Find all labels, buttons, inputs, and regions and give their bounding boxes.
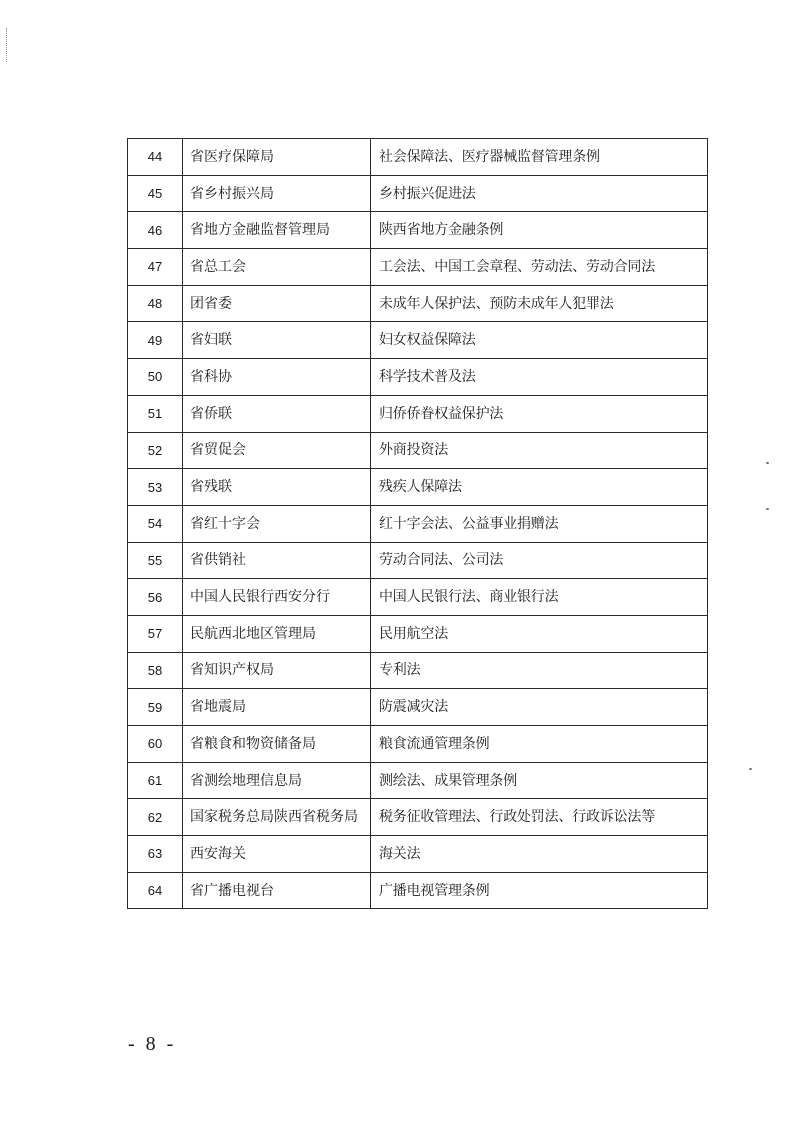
table-row [128,872,708,909]
law-list: 测绘法、成果管理条例 [371,762,708,799]
row-number: 56 [128,579,183,616]
table-row [128,799,708,836]
scan-speck [766,508,769,510]
table-row [128,615,708,652]
law-list: 红十字会法、公益事业捐赠法 [371,505,708,542]
row-number: 55 [128,542,183,579]
table-row [128,322,708,359]
table-body [128,139,708,909]
row-number: 44 [128,139,183,176]
department-name: 省供销社 [183,542,371,579]
department-name: 团省委 [183,285,371,322]
row-number: 63 [128,836,183,873]
table-row [128,689,708,726]
department-name: 西安海关 [183,836,371,873]
table-row [128,212,708,249]
row-number: 60 [128,726,183,763]
law-list: 乡村振兴促进法 [371,175,708,212]
row-number: 50 [128,359,183,396]
row-number: 49 [128,322,183,359]
department-name: 省贸促会 [183,432,371,469]
law-list: 中国人民银行法、商业银行法 [371,579,708,616]
law-list: 妇女权益保障法 [371,322,708,359]
department-name: 省地方金融监督管理局 [183,212,371,249]
row-number: 48 [128,285,183,322]
department-name: 省妇联 [183,322,371,359]
table-row [128,836,708,873]
row-number: 59 [128,689,183,726]
department-name: 省科协 [183,359,371,396]
row-number: 61 [128,762,183,799]
department-name: 省知识产权局 [183,652,371,689]
row-number: 57 [128,615,183,652]
row-number: 45 [128,175,183,212]
department-name: 省总工会 [183,249,371,286]
law-list: 劳动合同法、公司法 [371,542,708,579]
table-row [128,726,708,763]
department-name: 省残联 [183,469,371,506]
department-name: 省乡村振兴局 [183,175,371,212]
law-list: 税务征收管理法、行政处罚法、行政诉讼法等 [371,799,708,836]
row-number: 58 [128,652,183,689]
table-row [128,505,708,542]
law-list: 专利法 [371,652,708,689]
department-name: 国家税务总局陕西省税务局 [183,799,371,836]
row-number: 62 [128,799,183,836]
row-number: 52 [128,432,183,469]
department-name: 省医疗保障局 [183,139,371,176]
department-name: 中国人民银行西安分行 [183,579,371,616]
table-row [128,175,708,212]
law-list: 防震减灾法 [371,689,708,726]
scan-margin-mark [6,28,9,62]
table-row [128,579,708,616]
department-name: 民航西北地区管理局 [183,615,371,652]
page-number: - 8 - [128,1033,177,1055]
department-name: 省红十字会 [183,505,371,542]
table-row [128,542,708,579]
law-list: 归侨侨眷权益保护法 [371,395,708,432]
table-row [128,652,708,689]
law-list: 民用航空法 [371,615,708,652]
law-list: 残疾人保障法 [371,469,708,506]
row-number: 64 [128,872,183,909]
law-list: 未成年人保护法、预防未成年人犯罪法 [371,285,708,322]
law-list: 粮食流通管理条例 [371,726,708,763]
department-name: 省广播电视台 [183,872,371,909]
scan-speck [749,768,752,770]
law-list: 社会保障法、医疗器械监督管理条例 [371,139,708,176]
law-list: 科学技术普及法 [371,359,708,396]
row-number: 47 [128,249,183,286]
law-list: 广播电视管理条例 [371,872,708,909]
table-row [128,359,708,396]
table-row [128,469,708,506]
row-number: 46 [128,212,183,249]
table-row [128,395,708,432]
row-number: 51 [128,395,183,432]
table-row [128,139,708,176]
law-list: 陕西省地方金融条例 [371,212,708,249]
law-assignment-table [127,138,708,909]
department-name: 省地震局 [183,689,371,726]
table-row [128,762,708,799]
department-name: 省粮食和物资储备局 [183,726,371,763]
department-name: 省侨联 [183,395,371,432]
table-row [128,432,708,469]
law-list: 外商投资法 [371,432,708,469]
law-list: 海关法 [371,836,708,873]
department-name: 省测绘地理信息局 [183,762,371,799]
row-number: 54 [128,505,183,542]
table-row [128,249,708,286]
table-row [128,285,708,322]
row-number: 53 [128,469,183,506]
scan-speck [766,462,769,464]
law-list: 工会法、中国工会章程、劳动法、劳动合同法 [371,249,708,286]
